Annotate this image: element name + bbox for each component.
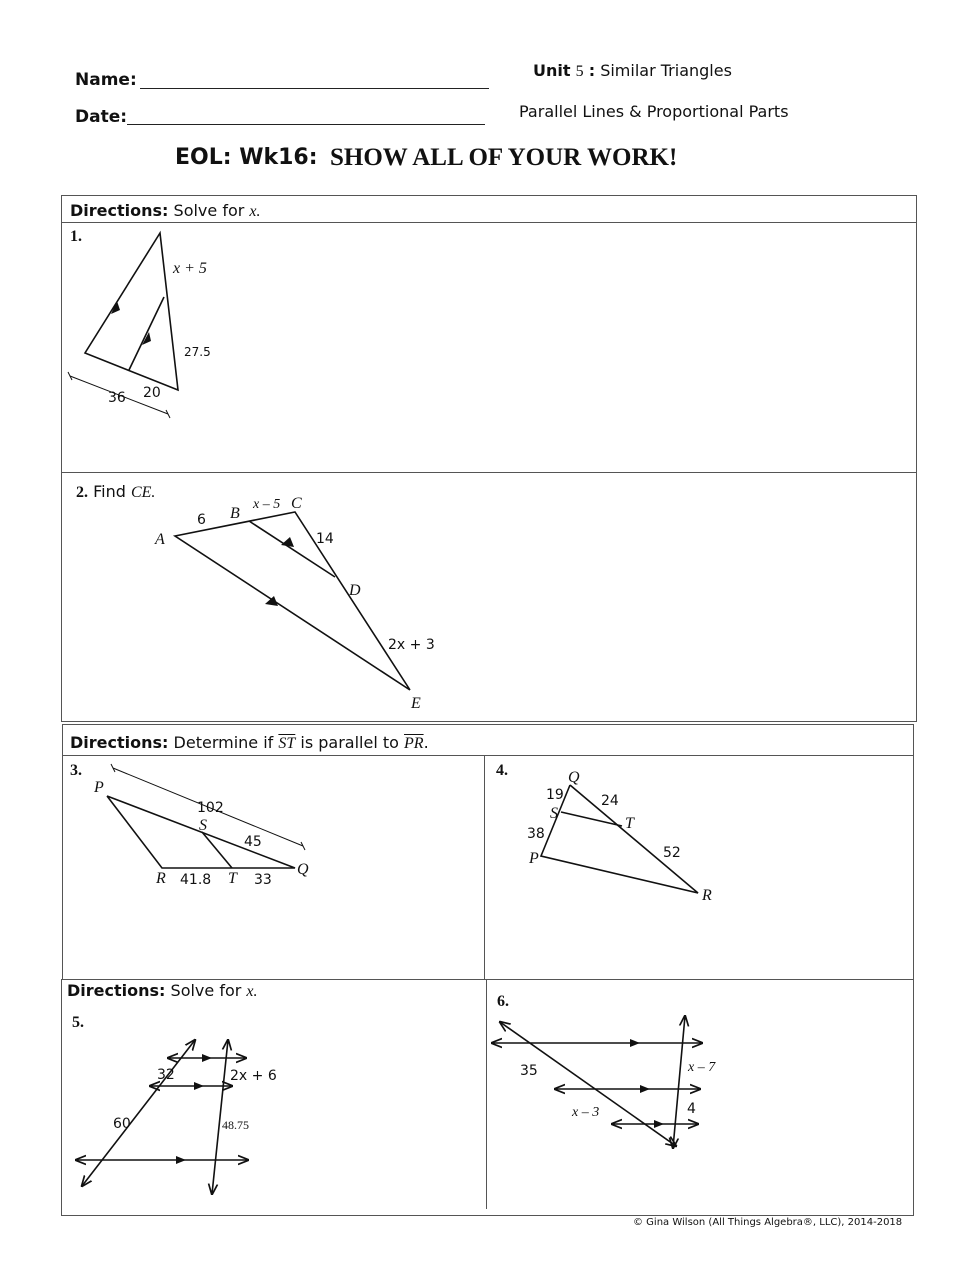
problem-4-number: 4.	[496, 762, 508, 779]
directions-text: Solve for	[173, 201, 245, 220]
segment-st: $\overline{ST}$	[278, 735, 296, 752]
label-41-8: 41.8	[180, 872, 212, 888]
label-38: 38	[527, 826, 545, 842]
problem-2-prompt-text: Find	[93, 482, 126, 501]
label-p4: P	[529, 850, 539, 867]
label-de: 2x + 3	[388, 637, 435, 653]
label-27-5: 27.5	[184, 345, 211, 359]
label-t4: T	[625, 815, 634, 832]
label-102: 102	[197, 800, 224, 816]
problem-2-var: CE.	[130, 484, 156, 501]
label-52: 52	[663, 845, 681, 861]
label-33: 33	[254, 872, 272, 888]
directions-mid: is parallel to	[300, 733, 399, 752]
problem-3-number: 3.	[70, 762, 82, 779]
label-36: 36	[108, 390, 126, 406]
label-q: Q	[297, 861, 309, 878]
eol-label: EOL: Wk16:	[175, 145, 318, 170]
problem-1-number: 1.	[70, 228, 82, 245]
unit-prefix: Unit	[533, 61, 571, 80]
label-19: 19	[546, 787, 564, 803]
label-ab: 6	[197, 512, 206, 528]
label-c: C	[291, 495, 302, 512]
problem-6-number: 6.	[497, 993, 509, 1010]
label-cd: 14	[316, 531, 334, 547]
label-r: R	[156, 870, 166, 887]
date-label: Date:	[75, 107, 128, 127]
label-t: T	[228, 870, 237, 887]
label-20: 20	[143, 385, 161, 401]
p6-transversal-left	[500, 1022, 676, 1146]
directions-var: x.	[249, 203, 261, 220]
unit-number: 5	[575, 63, 584, 80]
label-s: S	[199, 817, 207, 834]
problem-5-number: 5.	[72, 1014, 84, 1031]
directions-label: Directions:	[70, 201, 169, 220]
label-r4: R	[702, 887, 712, 904]
label-p: P	[94, 779, 104, 796]
unit-title: Similar Triangles	[600, 61, 732, 80]
label-b: B	[230, 505, 240, 522]
label-60: 60	[113, 1116, 131, 1132]
label-bc: x – 5	[253, 497, 281, 512]
label-32: 32	[157, 1067, 175, 1083]
label-48-75: 48.75	[222, 1118, 249, 1132]
label-d: D	[349, 582, 361, 599]
directions-end: .	[423, 733, 429, 752]
label-x-plus-5: x + 5	[173, 260, 207, 277]
label-x-minus-3: x – 3	[572, 1105, 600, 1120]
label-a: A	[155, 531, 165, 548]
label-45: 45	[244, 834, 262, 850]
name-label: Name:	[75, 70, 137, 90]
unit-sep: :	[588, 61, 596, 80]
label-24: 24	[601, 793, 619, 809]
problem-2-number: 2.	[76, 484, 88, 501]
directions-label: Directions:	[67, 981, 166, 1000]
directions-text: Solve for	[170, 981, 242, 1000]
p6-arrow-mid	[640, 1085, 650, 1093]
p6-arrow-bottom	[654, 1120, 664, 1128]
label-2x-plus-6: 2x + 6	[230, 1068, 277, 1084]
label-4: 4	[687, 1101, 696, 1117]
label-35: 35	[520, 1063, 538, 1079]
label-e: E	[411, 695, 421, 712]
directions-var: x.	[246, 983, 258, 1000]
directions-text: Determine if	[173, 733, 274, 752]
copyright: © Gina Wilson (All Things Algebra®, LLC), 2014-2018	[633, 1217, 903, 1228]
label-s4: S	[550, 805, 558, 822]
show-work-heading: SHOW ALL OF YOUR WORK!	[330, 144, 678, 171]
p6-arrow-top	[630, 1039, 640, 1047]
directions-label: Directions:	[70, 733, 169, 752]
label-q4: Q	[568, 769, 580, 786]
segment-pr: $\overline{PR}$	[404, 735, 424, 752]
label-x-minus-7: x – 7	[688, 1060, 716, 1075]
lesson-title: Parallel Lines & Proportional Parts	[519, 102, 789, 121]
p6-transversal-right	[673, 1016, 685, 1148]
